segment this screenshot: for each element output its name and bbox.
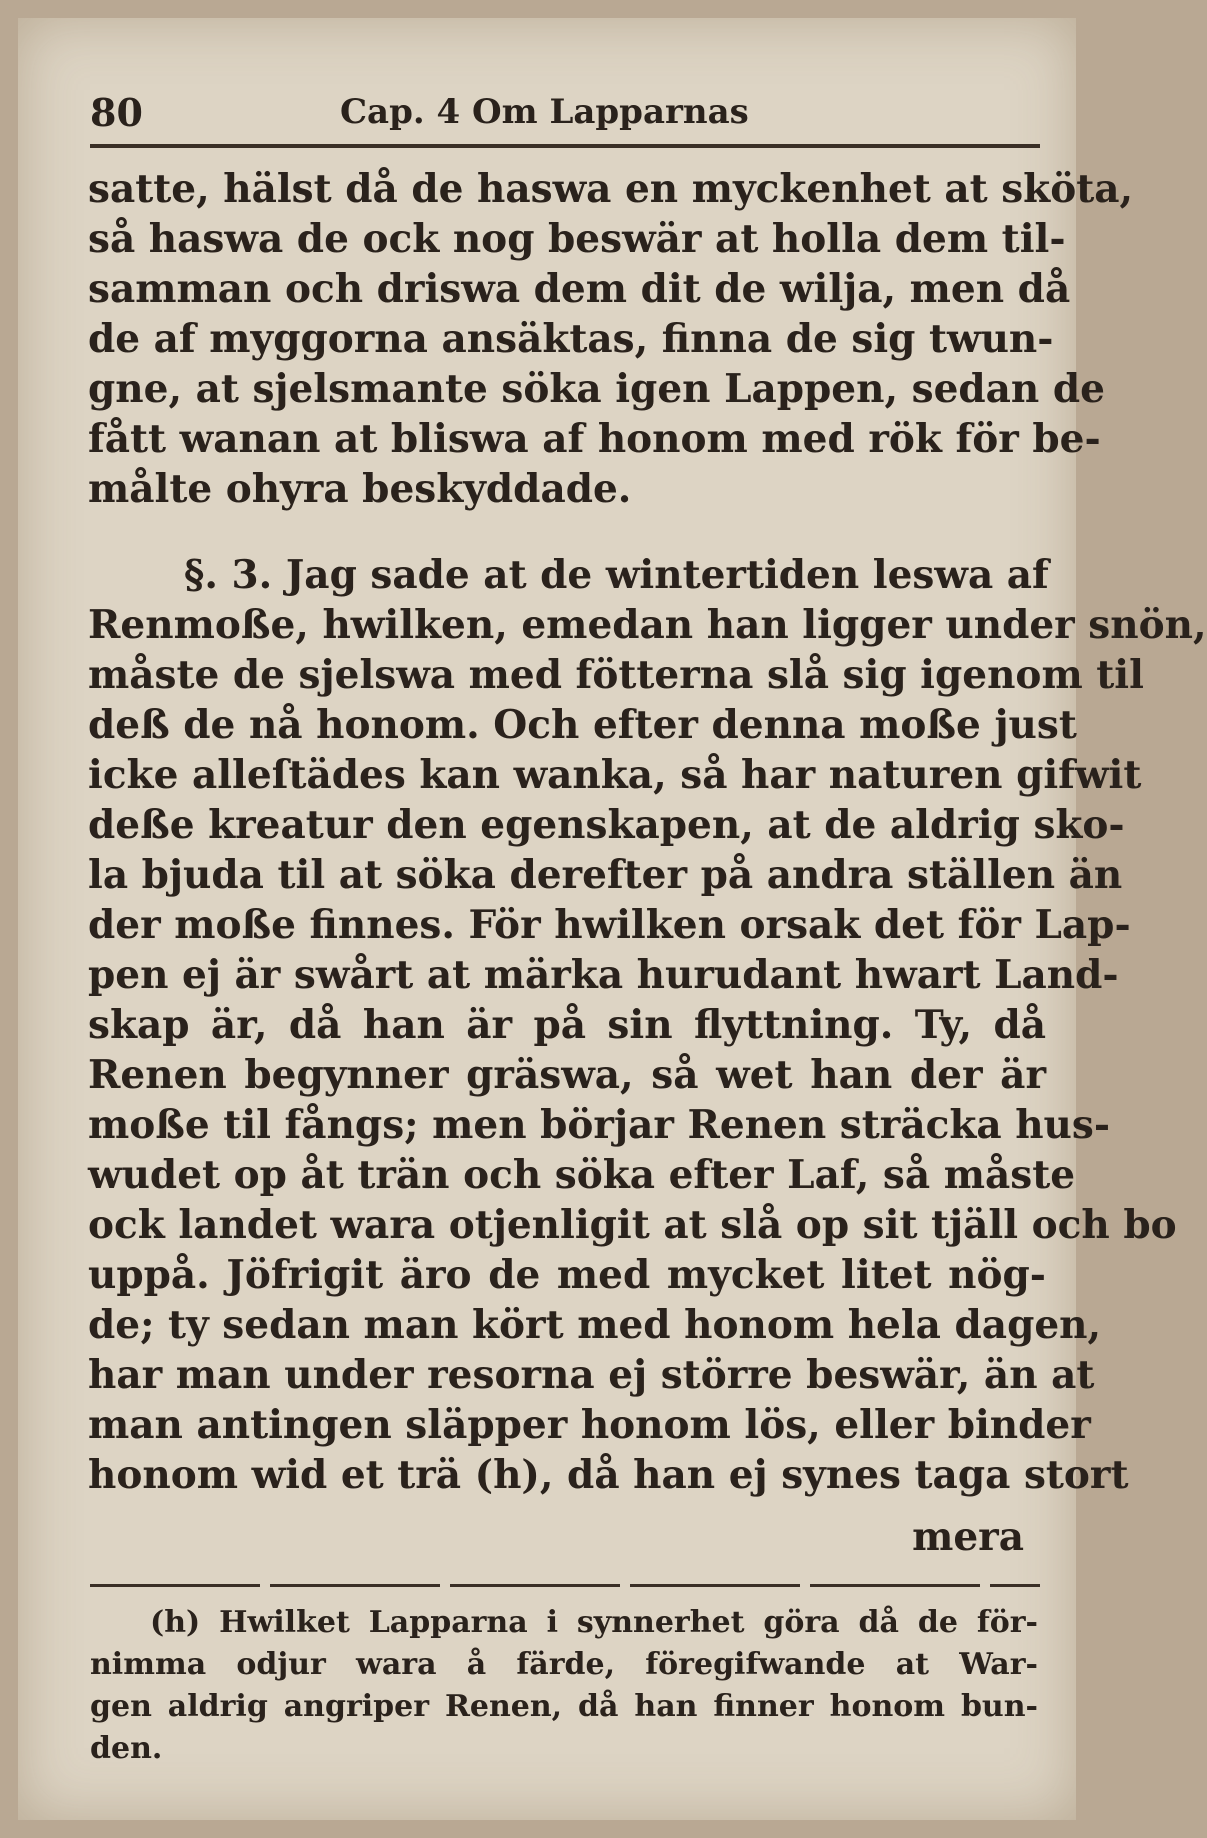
text-line: ock landet wara otjenligit at slå op sit tjäll och bo [88,1202,1177,1248]
text-line: uppå. Jöfrigit äro de med mycket litet nög- [88,1252,1046,1298]
text-line: la bjuda til at söka derefter på andra ställen än [88,852,1123,898]
text-line: fått wanan at bliswa af honom med rök för be- [88,416,1101,462]
text-line: wudet op åt trän och söka efter Laf, så måste [88,1152,1076,1198]
text-line: moße til fångs; men börjar Renen sträcka hus- [88,1102,1111,1148]
text-line: man antingen släpper honom lös, eller binder [88,1402,1091,1448]
text-line: pen ej är swårt at märka hurudant hwart Land- [88,952,1119,998]
footnote [90,1602,1038,1770]
text-line: honom wid et trä (h), då han ej synes taga stort [88,1452,1129,1498]
text-line: Renen begynner gräswa, så wet han der är [88,1052,1046,1098]
text-line: deße kreatur den egenskapen, at de aldrig sko- [88,802,1125,848]
text-line: de; ty sedan man kört med honom hela dagen, [88,1302,1102,1348]
text-line: samman och driswa dem dit de wilja, men då [88,266,1071,312]
text-line: målte ohyra beskyddade. [88,466,632,512]
text-line: har man under resorna ej större beswär, än at [88,1352,1095,1398]
text-line: deß de nå honom. Och efter denna moße just [88,702,1077,748]
page-number: 80 [90,90,143,135]
footnote-rule [90,1584,1040,1587]
text-line: icke alleſtädes kan wanka, så har naturen gifwit [88,752,1142,798]
footnote-line: (h) Hwilket Lapparna i synnerhet göra då de för- [150,1605,1038,1640]
footnote-line: gen aldrig angriper Renen, då han finner honom bun- [90,1689,1038,1724]
text-line: Renmoße, hwilken, emedan han ligger under snön, [88,602,1207,648]
text-line: så haswa de ock nog beswär at holla dem til- [88,216,1066,262]
text-line: der moße finnes. För hwilken orsak det för Lap- [88,902,1131,948]
footnote-line: den. [90,1731,163,1766]
catchword: mera [912,1514,1024,1560]
text-line: §. 3. Jag sade at de wintertiden leswa af [184,552,1049,598]
text-line: de af myggorna ansäktas, finna de sig twun- [88,316,1054,362]
text-line: gne, at sjelsmante söka igen Lappen, sedan de [88,366,1105,412]
text-line: måste de sjelswa med fötterna slå sig igenom til [88,652,1144,698]
text-line: satte, hälst då de haswa en myckenhet at sköta, [88,166,1134,212]
header-rule [90,144,1040,148]
main-text [88,164,1207,1500]
running-title: Cap. 4 Om Lapparnas [340,92,749,132]
footnote-line: nimma odjur wara å färde, föregifwande at War- [90,1647,1038,1682]
text-line: skap är, då han är på sin flyttning. Ty, då [88,1002,1046,1048]
book-page [18,18,1207,1820]
page-header [90,90,1040,150]
paragraph-gap [88,514,1046,550]
